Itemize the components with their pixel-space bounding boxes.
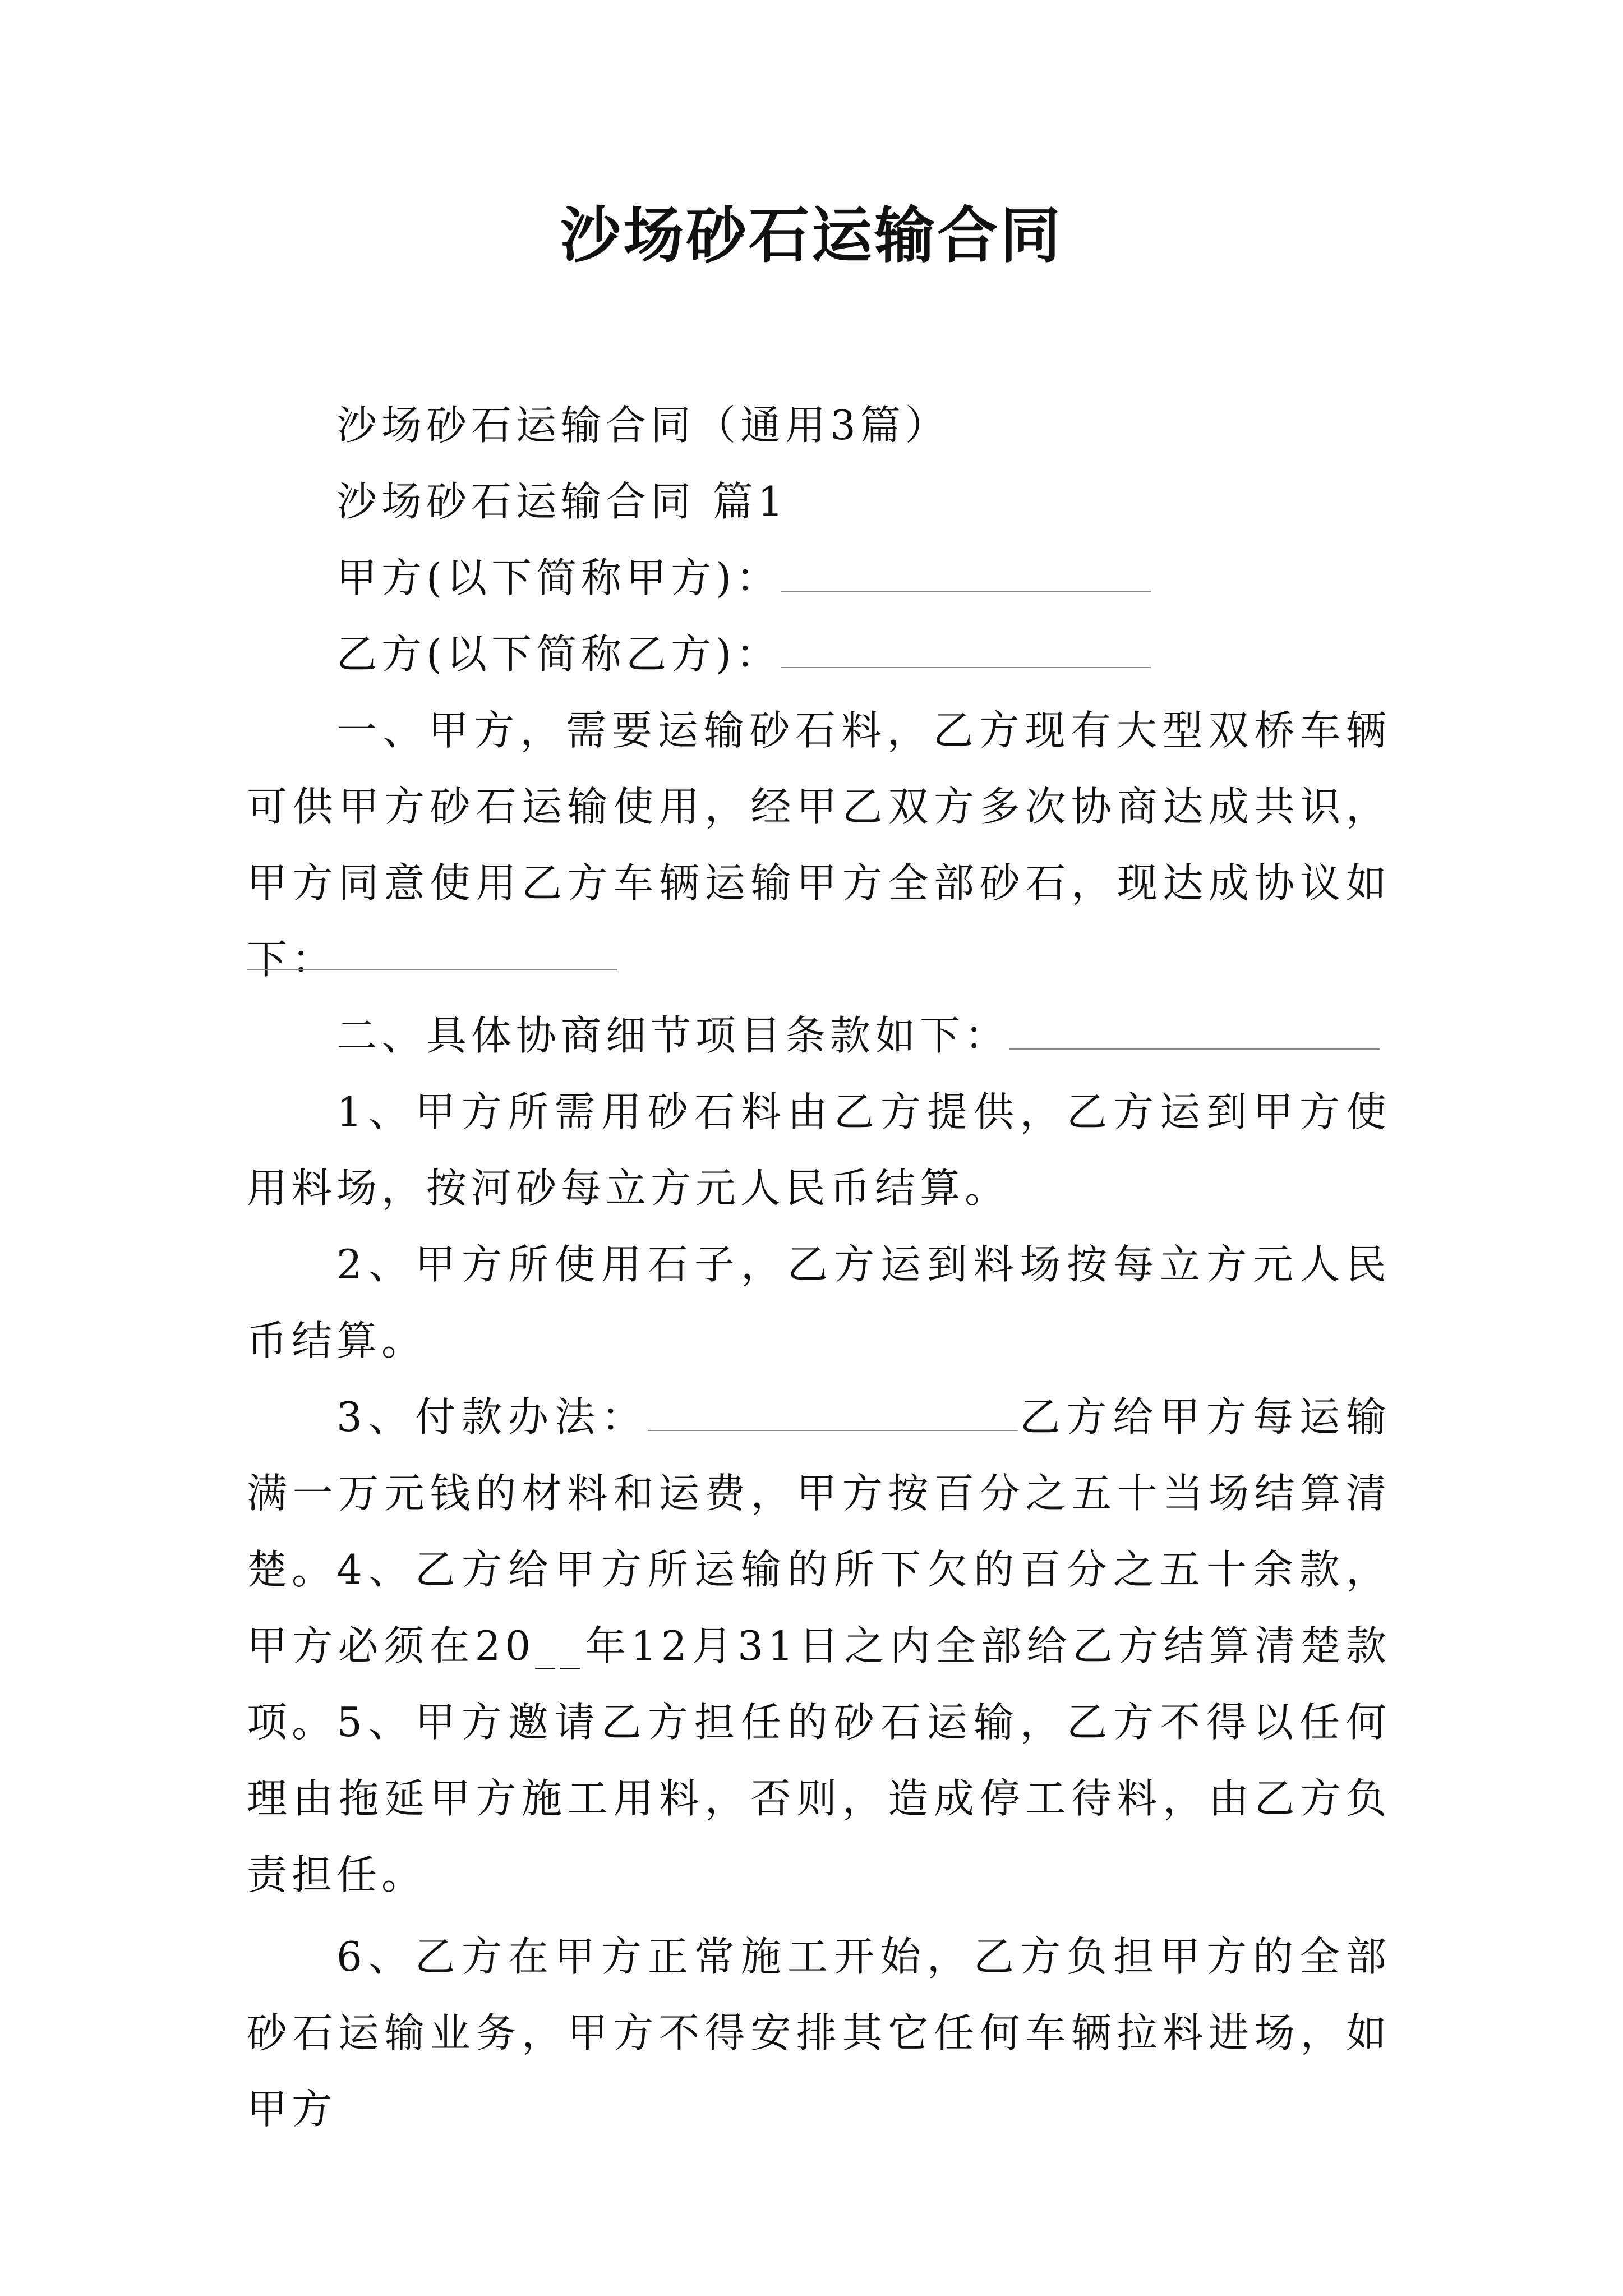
document-title: 沙场砂石运输合同 (560, 200, 1063, 271)
party-b-label: 乙方(以下简称乙方)： (336, 631, 781, 678)
paragraph-1: 一、甲方，需要运输砂石料，乙方现有大型双桥车辆可供甲方砂石运输使用，经甲乙双方多次协商达成共识，甲方同意使用乙方车辆运输甲方全部砂石，现达成协议如下： (247, 707, 1391, 983)
payment-method-blank[interactable] (648, 1396, 1018, 1431)
paragraph-2: 二、具体协商细节项目条款如下： (336, 1012, 1010, 1059)
party-a-label: 甲方(以下简称甲方)： (336, 554, 781, 601)
party-a-blank[interactable] (781, 557, 1151, 592)
paragraph-8-block (247, 1918, 1391, 2147)
paragraph-7: 5、甲方邀请乙方担任的砂石运输，乙方不得以任何理由拖延甲方施工用料，否则，造成停工待料，由乙方负责担任。 (247, 1699, 1391, 1898)
paragraph-5-prefix: 3、付款办法： (336, 1393, 648, 1441)
party-a-line (336, 540, 1151, 616)
paragraph-2-blank[interactable] (1009, 1015, 1380, 1050)
paragraph-6: 4、乙方给甲方所运输的所下欠的百分之五十余款，甲方必须在20__年12月31日之内全部给乙方结算清楚款项。 (247, 1546, 1391, 1746)
paragraph-5-suffix: 乙方给甲方每运输满一万元钱的材料和运费，甲方按百分之五十当场结算清楚。 (247, 1393, 1391, 1593)
section-heading: 沙场砂石运输合同 篇1 (336, 478, 788, 525)
paragraph-3-block (247, 1074, 1391, 1226)
paragraph-4-block (247, 1226, 1391, 1379)
standalone-blank[interactable] (247, 969, 617, 970)
document-subtitle: 沙场砂石运输合同（通用3篇） (336, 402, 950, 449)
paragraph-3: 1、甲方所需用砂石料由乙方提供，乙方运到甲方使用料场，按河砂每立方元人民币结算。 (247, 1088, 1391, 1212)
paragraph-1-block (247, 692, 1391, 997)
party-b-blank[interactable] (781, 633, 1151, 668)
paragraph-7-block (247, 1684, 1391, 1913)
paragraph-4: 2、甲方所使用石子，乙方运到料场按每立方元人民币结算。 (247, 1241, 1391, 1364)
party-b-line (336, 616, 1151, 692)
paragraph-2-line (336, 997, 1380, 1074)
paragraph-8: 6、乙方在甲方正常施工开始，乙方负担甲方的全部砂石运输业务，甲方不得安排其它任何车辆拉料进场，如甲方 (247, 1933, 1391, 2133)
